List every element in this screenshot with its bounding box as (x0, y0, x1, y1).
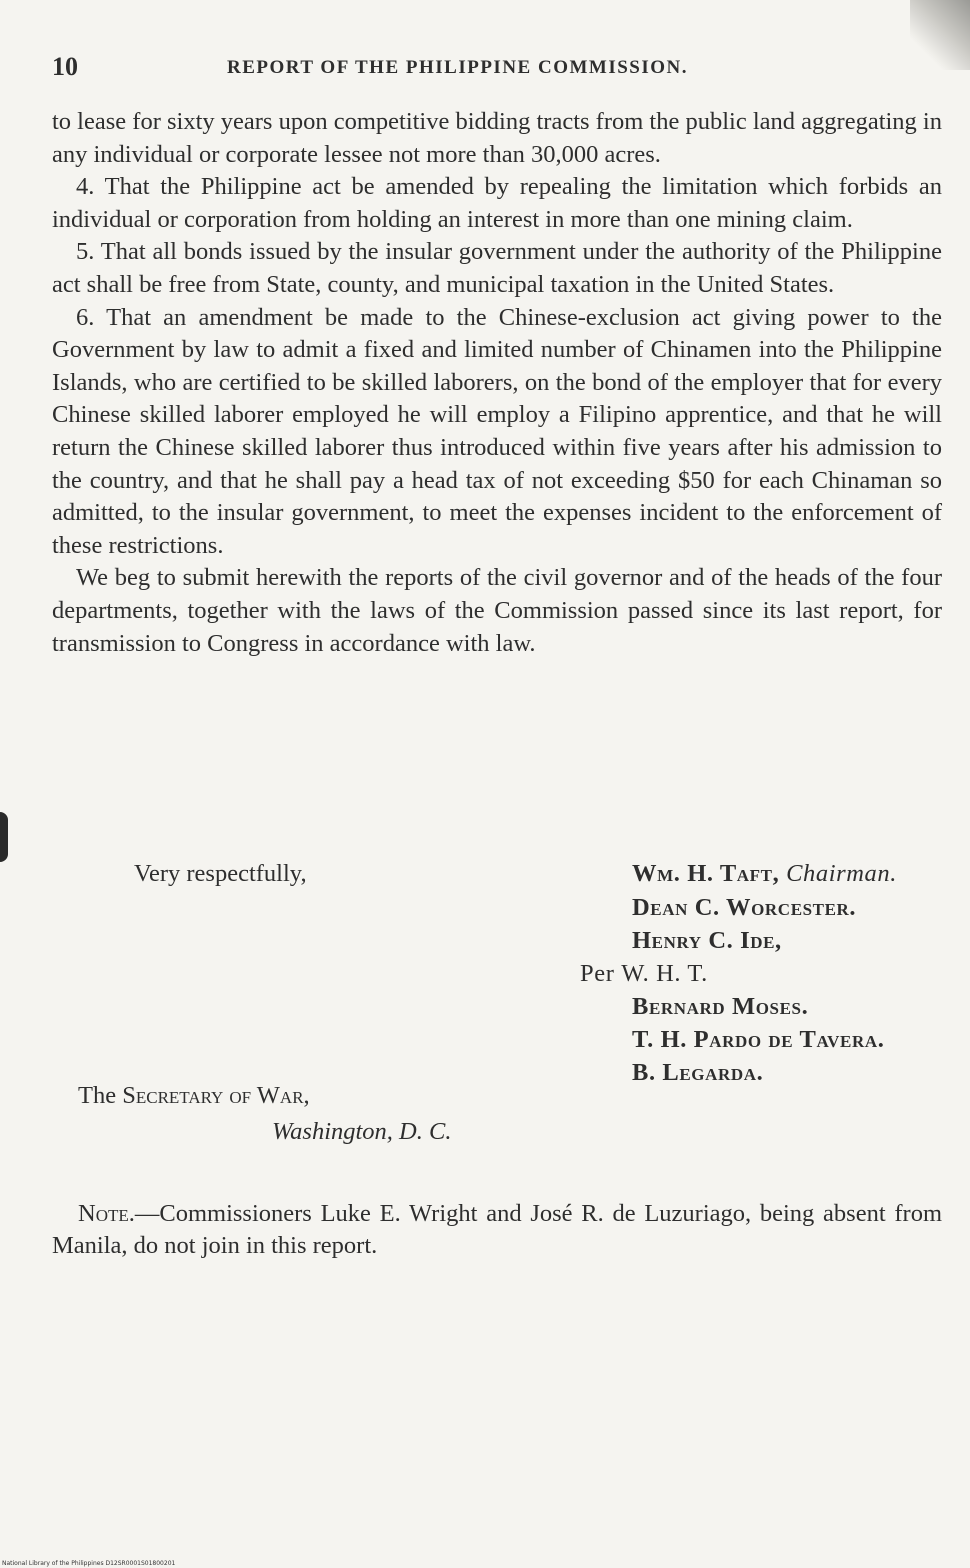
signature-name: Wm. H. Taft, (632, 860, 780, 887)
addressee-title: Secretary of War, (122, 1082, 310, 1109)
per-word: Per (580, 960, 615, 987)
signature-legarda: B. Legarda. (632, 1059, 764, 1086)
per-initials: W. H. T. (621, 960, 708, 987)
binding-edge-mark (0, 812, 8, 862)
signature-per-line (580, 960, 708, 988)
paragraph-continuation: to lease for sixty years upon competitive bidding tracts from the public land aggregating in any individual or corporate lessee not more than 30,000 acres. (52, 108, 942, 168)
signature-role: Chairman. (786, 860, 897, 887)
signature-taft (632, 860, 897, 888)
addressee-location: Washington, D. C. (272, 1118, 452, 1145)
signature-tavera: T. H. Pardo de Tavera. (632, 1026, 885, 1053)
paragraph-submission: We beg to submit herewith the reports of the civil governor and of the heads of the four departments, together with the laws of the Commission passed since its last report, for transmission to Congress in accordance with law. (52, 564, 942, 657)
addressee-prefix: The (78, 1082, 117, 1109)
signature-moses: Bernard Moses. (632, 993, 809, 1020)
signature-block (52, 860, 942, 1100)
page-number: 10 (52, 52, 78, 81)
library-tag: National Library of the Philippines D12SR0001S01800201 (2, 1560, 176, 1567)
signature-worcester: Dean C. Worcester. (632, 894, 857, 921)
closing-salutation: Very respectfully, (134, 860, 307, 887)
paragraph-item-6: 6. That an amendment be made to the Chinese-exclusion act giving power to the Government by law to admit a fixed and limited number of Chinamen into the Philippine Islands, who are certified to be skilled laborers, on the bond of the employer that for every Chinese skilled laborer employed he will employ a Filipino apprentice, and that he will return the Chinese skilled laborer thus introduced within five years after his admission to the country, and that he shall pay a head tax of not exceeding $50 for each Chinaman so admitted, to the insular government, to meet the expenses incident to the enforcement of these restrictions. (52, 303, 942, 559)
footnote (52, 1198, 942, 1263)
addressee (78, 1082, 310, 1110)
signature-ide: Henry C. Ide, (632, 927, 782, 954)
paragraph-item-5: 5. That all bonds issued by the insular government under the authority of the Philippine act shall be free from State, county, and municipal taxation in the United States. (52, 238, 942, 298)
page-header (52, 52, 940, 88)
body-text (52, 106, 942, 660)
paragraph-item-4: 4. That the Philippine act be amended by repealing the limitation which forbids an individual or corporation from holding an interest in more than one mining claim. (52, 173, 942, 233)
note-label: Note. (78, 1199, 135, 1227)
running-title: REPORT OF THE PHILIPPINE COMMISSION. (227, 57, 689, 78)
note-text: —Commissioners Luke E. Wright and José R. de Luzuriago, being absent from Manila, do not join in this report. (52, 1199, 942, 1260)
